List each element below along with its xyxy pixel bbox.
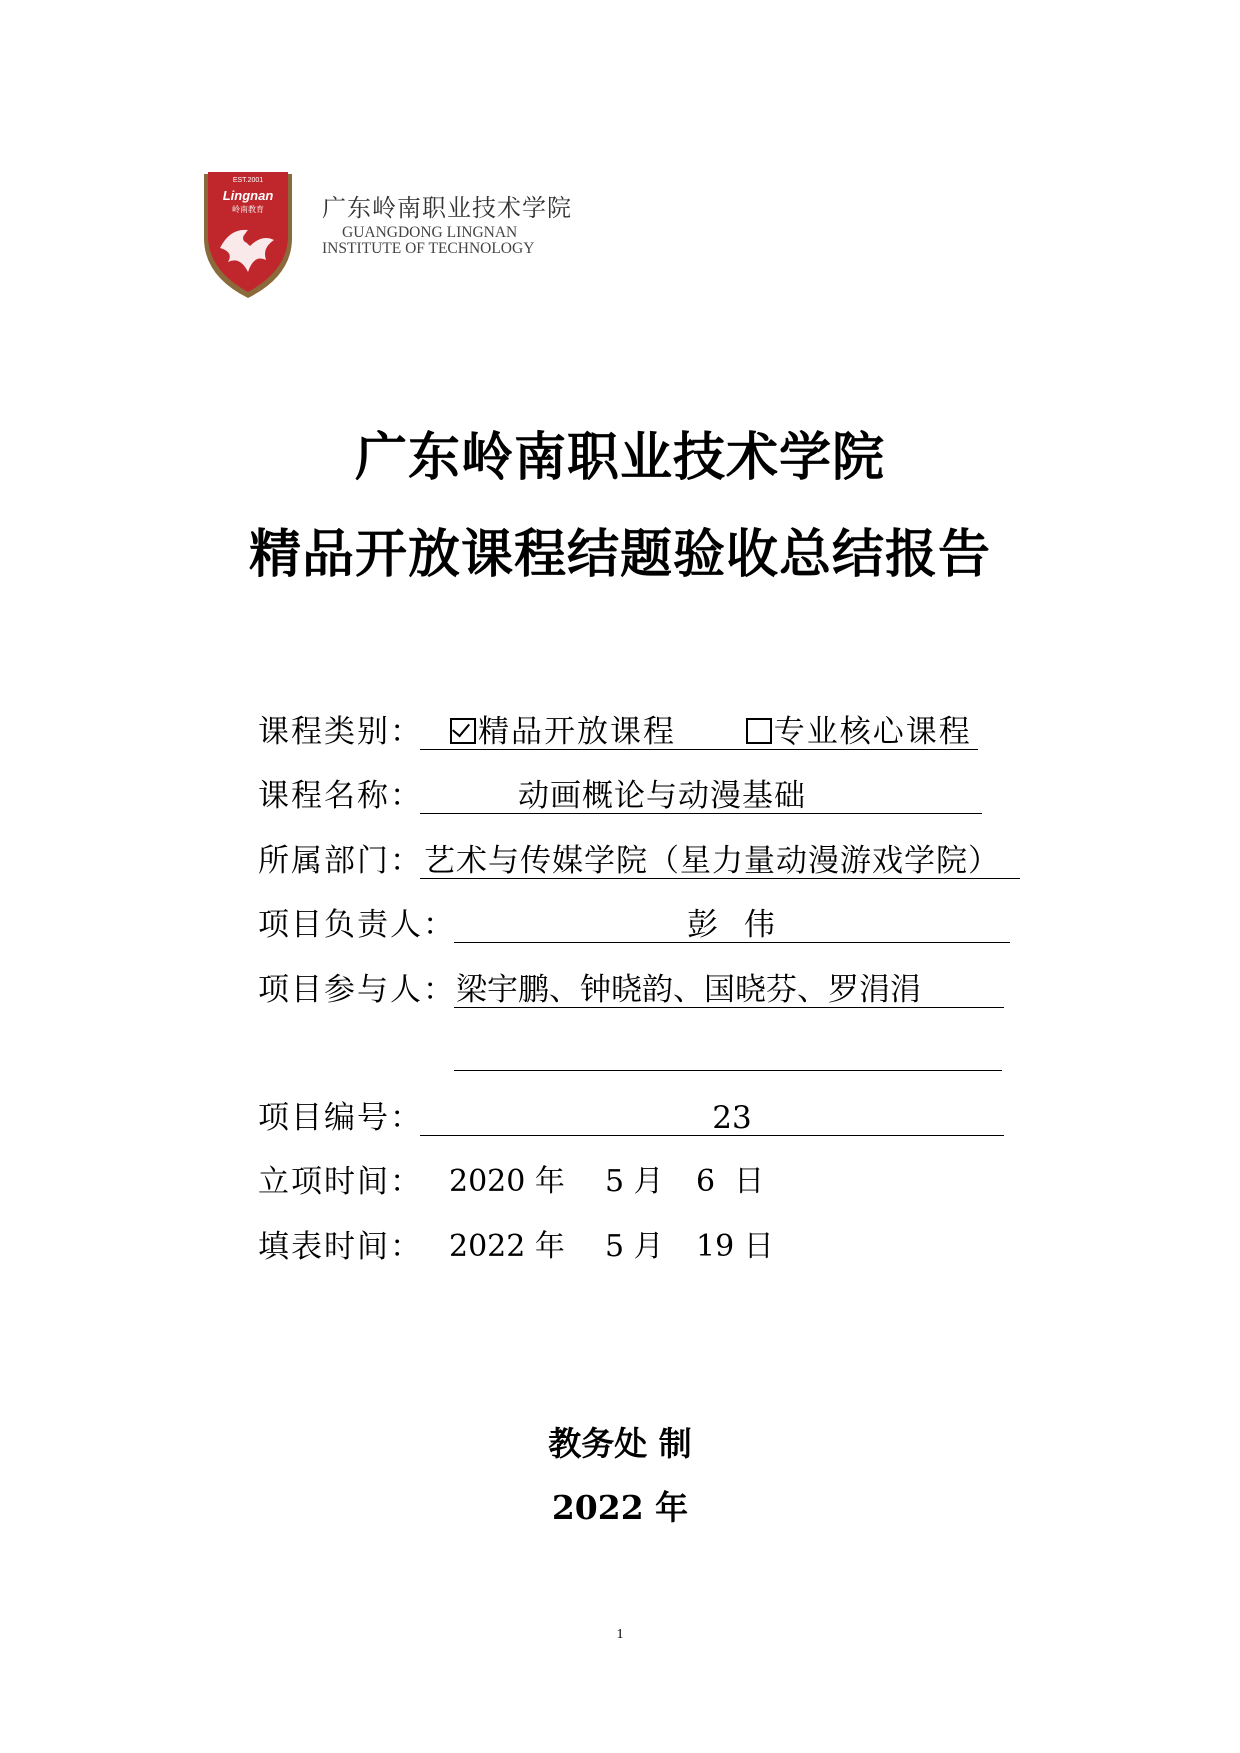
row-participants	[258, 970, 1004, 1010]
logo-name-en-2: INSTITUTE OF TECHNOLOGY	[322, 240, 535, 257]
department-label: 所属部门：	[258, 843, 423, 879]
row-start-date	[258, 1162, 818, 1202]
footer-year: 2022 年	[551, 1488, 689, 1527]
checkbox-open-course[interactable]	[450, 718, 476, 744]
report-title-line2: 精品开放课程结题验收总结报告	[248, 524, 991, 585]
option-open-course: 精品开放课程	[478, 714, 676, 750]
shield-emblem-icon	[200, 168, 296, 302]
svg-text:EST.2001: EST.2001	[232, 177, 264, 184]
logo-name-en-1: GUANGDONG LINGNAN	[342, 224, 518, 241]
participants-value-line2	[454, 1032, 1002, 1071]
row-course-name	[258, 776, 988, 816]
issuer: 教务处 制	[548, 1424, 692, 1463]
fill-date-month: 5 月	[605, 1229, 664, 1264]
course-name-value: 动画概论与动漫基础	[420, 776, 982, 814]
report-title-line1: 广东岭南职业技术学院	[354, 427, 885, 488]
participants-label: 项目参与人：	[258, 972, 456, 1008]
fill-date-label: 填表时间：	[258, 1229, 423, 1265]
row-course-category	[258, 712, 978, 752]
checkbox-core-course[interactable]	[746, 718, 772, 744]
start-date-year: 2020 年	[449, 1164, 565, 1199]
category-field	[420, 712, 978, 750]
svg-text:Lingnan: Lingnan	[222, 188, 274, 203]
page-number: 1	[616, 1627, 624, 1642]
fill-date-year: 2022 年	[449, 1229, 565, 1264]
start-date-day: 6 日	[696, 1164, 765, 1199]
option-core-course: 专业核心课程	[773, 714, 972, 750]
row-fill-date	[258, 1227, 818, 1267]
fill-date-day: 19 日	[696, 1229, 774, 1264]
participants-value: 梁宇鹏、钟晓韵、国晓芬、罗涓涓	[454, 970, 1004, 1008]
logo-wordmark	[322, 188, 572, 257]
svg-text:岭南教育: 岭南教育	[232, 205, 264, 214]
start-date-label: 立项时间：	[258, 1164, 423, 1200]
institute-logo	[200, 168, 296, 302]
course-name-label: 课程名称：	[258, 778, 423, 814]
row-department	[258, 841, 1020, 881]
row-participants-cont	[258, 1032, 1004, 1072]
project-no-label: 项目编号：	[258, 1100, 423, 1136]
leader-label: 项目负责人：	[258, 907, 456, 943]
row-project-number	[258, 1098, 1004, 1138]
category-label: 课程类别：	[258, 714, 423, 750]
project-no-value: 23	[420, 1098, 1004, 1136]
logo-name-cn: 广东岭南职业技术学院	[322, 194, 572, 222]
row-project-leader	[258, 905, 1010, 945]
leader-value: 彭 伟	[454, 905, 1010, 943]
start-date-month: 5 月	[605, 1164, 664, 1199]
department-value: 艺术与传媒学院（星力量动漫游戏学院）	[420, 841, 1020, 879]
